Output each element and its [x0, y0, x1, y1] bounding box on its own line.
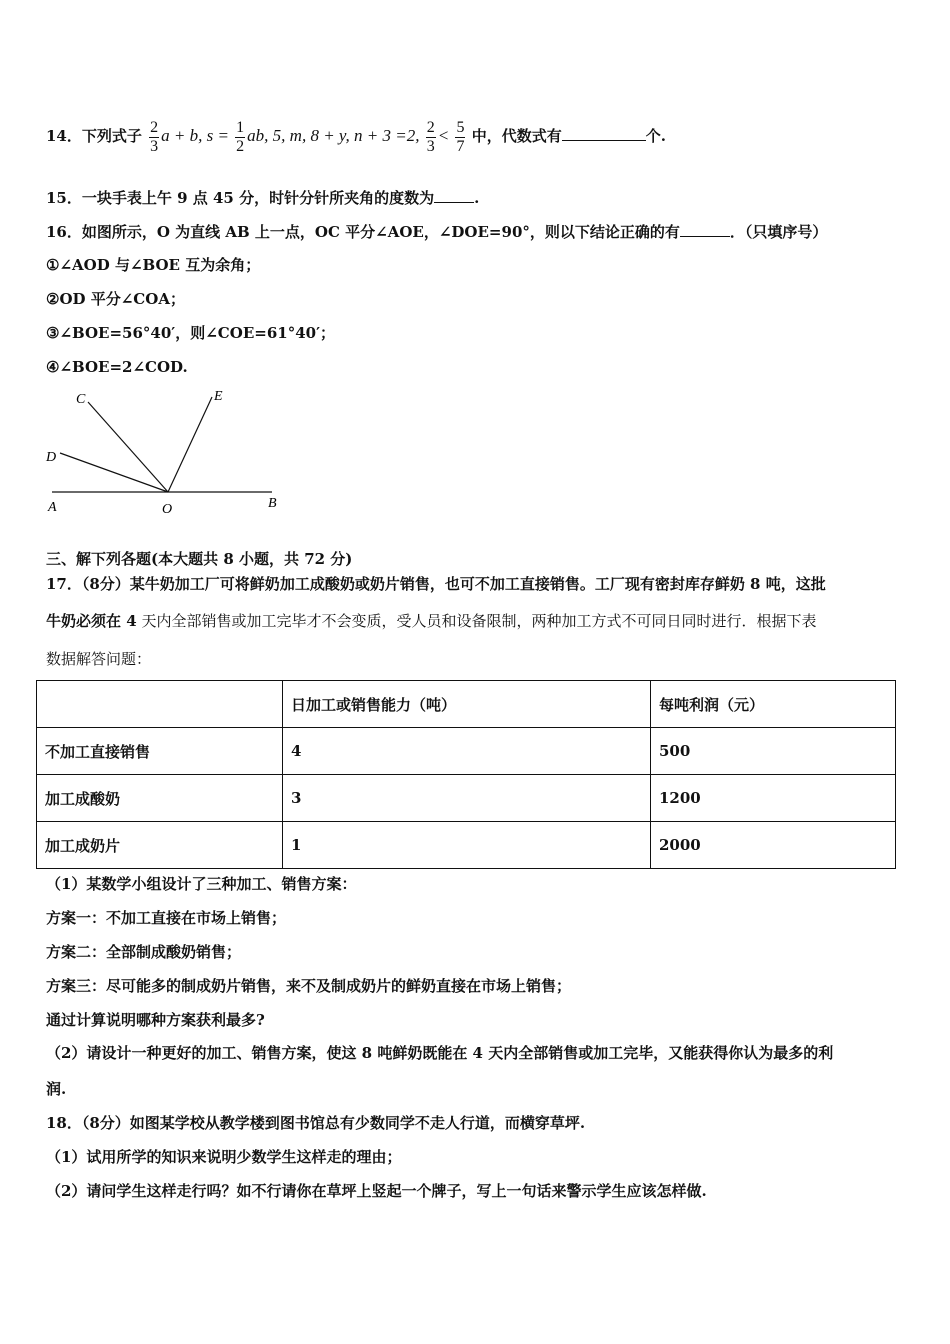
- table-row: [37, 775, 896, 822]
- fraction-2-3-b: $\frac{2}{3}$: [426, 118, 435, 155]
- ray-od: [60, 453, 168, 492]
- q15-end: .: [474, 189, 480, 207]
- q18-line-1: 18．（8分）如图某学校从教学楼到图书馆总有少数同学不走人行道，而横穿草坪.: [46, 1114, 586, 1132]
- table-cell: 500: [651, 728, 896, 775]
- table-row: [37, 728, 896, 775]
- label-c: C: [76, 392, 86, 407]
- table-cell: 加工成奶片: [37, 822, 283, 869]
- q17-line-1: 17．（8分）某牛奶加工厂可将鲜奶加工成酸奶或奶片销售，也可不加工直接销售。工厂现有密封库存鲜奶 8 吨，这批: [46, 575, 826, 593]
- q17-plan-2: 方案二：全部制成酸奶销售；: [46, 943, 242, 961]
- table-header-cell: 每吨利润（元）: [651, 681, 896, 728]
- table-header-row: [37, 681, 896, 728]
- q16-option-3: ③∠BOE=56°40′，则∠COE=61°40′；: [46, 324, 336, 342]
- q17-sub-2-line-2: 润.: [46, 1080, 67, 1098]
- table-header-cell: [37, 681, 283, 728]
- table-cell: 3: [283, 775, 651, 822]
- table-cell: 1200: [651, 775, 896, 822]
- q16-text: 16．如图所示，O 为直线 AB 上一点，OC 平分∠AOE，∠DOE=90°，则以下结论正确的有: [46, 223, 680, 241]
- milk-data-table: [36, 680, 896, 869]
- q17-plan-1: 方案一：不加工直接在市场上销售；: [46, 909, 287, 927]
- fraction-2-3: $\frac{2}{3}$: [150, 118, 159, 155]
- q15-text: 15．一块手表上午 9 点 45 分，时针分针所夹角的度数为: [46, 189, 435, 207]
- q14-expression: $\frac{2}{3}$ a + b, s = $\frac{1}{2}$ ab, 5, m, 8 + y, n + 3 =2, $\frac{2}{3}$ < $\frac{5}{7}$: [150, 118, 465, 155]
- table-header-cell: 日加工或销售能力（吨）: [283, 681, 651, 728]
- table-cell: 2000: [651, 822, 896, 869]
- q18-sub-1: （1）试用所学的知识来说明少数学生这样走的理由；: [46, 1148, 402, 1166]
- q17-line-3: 数据解答问题：: [46, 650, 152, 668]
- q17-ask: 通过计算说明哪种方案获利最多?: [46, 1011, 265, 1029]
- label-b: B: [268, 496, 277, 511]
- table-cell: 加工成酸奶: [37, 775, 283, 822]
- section-3-title: 三、解下列各题(本大题共 8 小题，共 72 分): [46, 550, 353, 568]
- answer-blank-q14[interactable]: [562, 124, 646, 141]
- question-15: [46, 186, 479, 209]
- angle-diagram: [40, 385, 300, 525]
- q16-end: ．（只填序号）: [729, 223, 828, 241]
- q14-suffix: 中，代数式有: [471, 127, 562, 145]
- ray-oe: [168, 397, 212, 492]
- fraction-5-7: $\frac{5}{7}$: [456, 118, 465, 155]
- table-cell: 不加工直接销售: [37, 728, 283, 775]
- q17-plan-3: 方案三：尽可能多的制成奶片销售，来不及制成奶片的鲜奶直接在市场上销售；: [46, 977, 572, 995]
- fraction-1-2: $\frac{1}{2}$: [236, 118, 245, 155]
- q17-sub-2-line-1: （2）请设计一种更好的加工、销售方案，使这 8 吨鲜奶既能在 4 天内全部销售或加工完毕，又能获得你认为最多的利: [46, 1044, 834, 1062]
- q18-sub-2: （2）请问学生这样走行吗？如不行请你在草坪上竖起一个牌子，写上一句话来警示学生应该怎样做.: [46, 1182, 707, 1200]
- label-a: A: [48, 500, 57, 515]
- q14-end: 个.: [645, 127, 666, 145]
- q16-option-1: ①∠AOD 与∠BOE 互为余角；: [46, 256, 261, 274]
- answer-blank-q16[interactable]: [680, 220, 730, 237]
- q17-line-2-bold: 牛奶必须在 4: [46, 612, 137, 630]
- label-e: E: [214, 389, 223, 404]
- q14-prefix: 14．下列式子: [46, 127, 142, 145]
- answer-blank-q15[interactable]: [434, 186, 474, 203]
- q17-line-2: [46, 610, 816, 632]
- table-cell: 4: [283, 728, 651, 775]
- q16-option-4: ④∠BOE=2∠COD.: [46, 358, 188, 376]
- table-row: [37, 822, 896, 869]
- question-16: [46, 220, 827, 243]
- question-14: [46, 112, 666, 160]
- table-cell: 1: [283, 822, 651, 869]
- q17-sub-1: （1）某数学小组设计了三种加工、销售方案：: [46, 875, 357, 893]
- q16-option-2: ②OD 平分∠COA；: [46, 290, 185, 308]
- ray-oc: [88, 402, 168, 492]
- q17-line-2-rest: 天内全部销售或加工完毕才不会变质，受人员和设备限制，两种加工方式不可同日同时进行．根据下表: [136, 612, 817, 630]
- label-d: D: [46, 450, 57, 465]
- label-o: O: [162, 502, 173, 517]
